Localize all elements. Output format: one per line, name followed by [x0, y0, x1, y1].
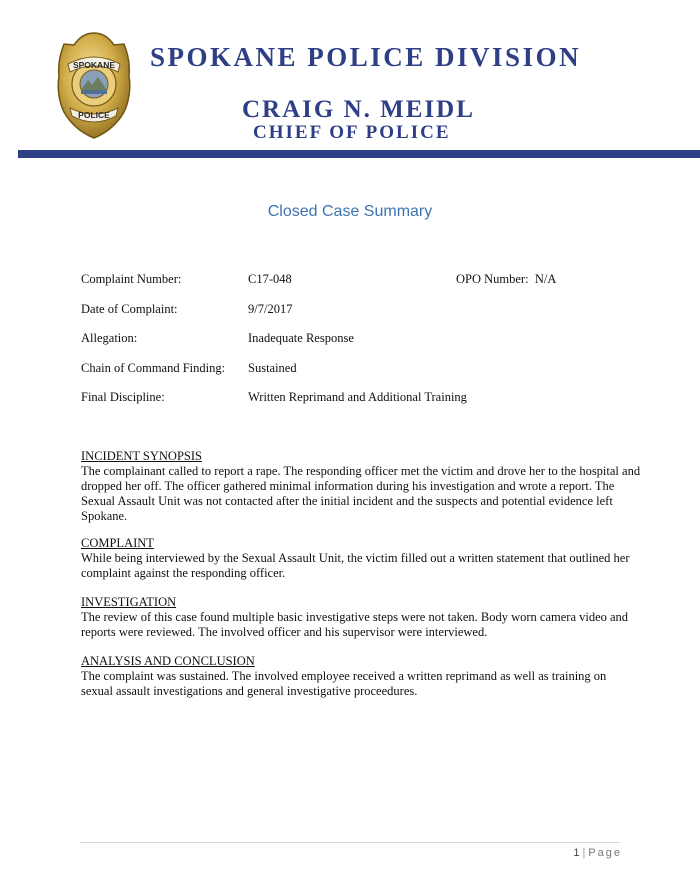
section-heading: COMPLAINT [81, 536, 154, 550]
organization-title: SPOKANE POLICE DIVISION [150, 42, 582, 72]
page-label: Page [588, 847, 622, 859]
section-heading: INVESTIGATION [81, 595, 177, 609]
field-value: Inadequate Response [248, 331, 354, 345]
field-label: Final Discipline: [81, 390, 165, 404]
page-separator: | [582, 847, 586, 859]
field-value: Written Reprimand and Additional Training [248, 390, 467, 404]
document-title: Closed Case Summary [267, 203, 433, 220]
opo-value: N/A [534, 272, 557, 286]
section-complaint [81, 536, 641, 581]
field-value: 9/7/2017 [248, 301, 293, 316]
section-heading: INCIDENT SYNOPSIS [81, 449, 202, 463]
field-value: Sustained [248, 360, 297, 375]
field-label: Allegation: [81, 331, 138, 345]
badge-bottom-text: POLICE [78, 110, 110, 120]
field-label: Chain of Command Finding: [81, 360, 226, 375]
section-analysis-conclusion [81, 654, 641, 699]
opo-number [456, 272, 556, 287]
police-badge-logo [54, 30, 134, 140]
section-body: The review of this case found multiple basic investigative steps were not taken. Body worn camera video and reports were reviewed. The involved officer and his supervisor were interviewed. [81, 610, 629, 639]
chief-title: CHIEF OF POLICE [253, 122, 451, 143]
field-value: C17-048 [248, 272, 292, 286]
field-label: Complaint Number: [81, 272, 182, 286]
chief-name: CRAIG N. MEIDL [242, 96, 475, 123]
page-number: 1 [573, 847, 580, 859]
page-footer [573, 847, 622, 859]
section-heading: ANALYSIS AND CONCLUSION [81, 654, 255, 668]
badge-top-text: SPOKANE [72, 60, 116, 70]
section-body: The complaint was sustained. The involved employee received a written reprimand as well as training on sexual assault investigations and general investigative proceedures. [81, 669, 607, 698]
section-body: The complainant called to report a rape. The responding officer met the victim and drove her to the hospital and dropped her off. The officer gathered minimal information during his investigation and wrote a report. The Sexual Assault Unit was not contacted after the initial incident and the suspects and potential evidence left Spokane. [81, 464, 641, 523]
opo-label: OPO Number: [456, 272, 529, 286]
section-incident-synopsis [81, 449, 641, 524]
footer-divider [80, 842, 620, 843]
field-label: Date of Complaint: [81, 301, 178, 316]
section-investigation [81, 595, 641, 640]
header-divider [18, 150, 700, 158]
section-body: While being interviewed by the Sexual Assault Unit, the victim filled out a written statement that outlined her complaint against the responding officer. [81, 551, 630, 580]
